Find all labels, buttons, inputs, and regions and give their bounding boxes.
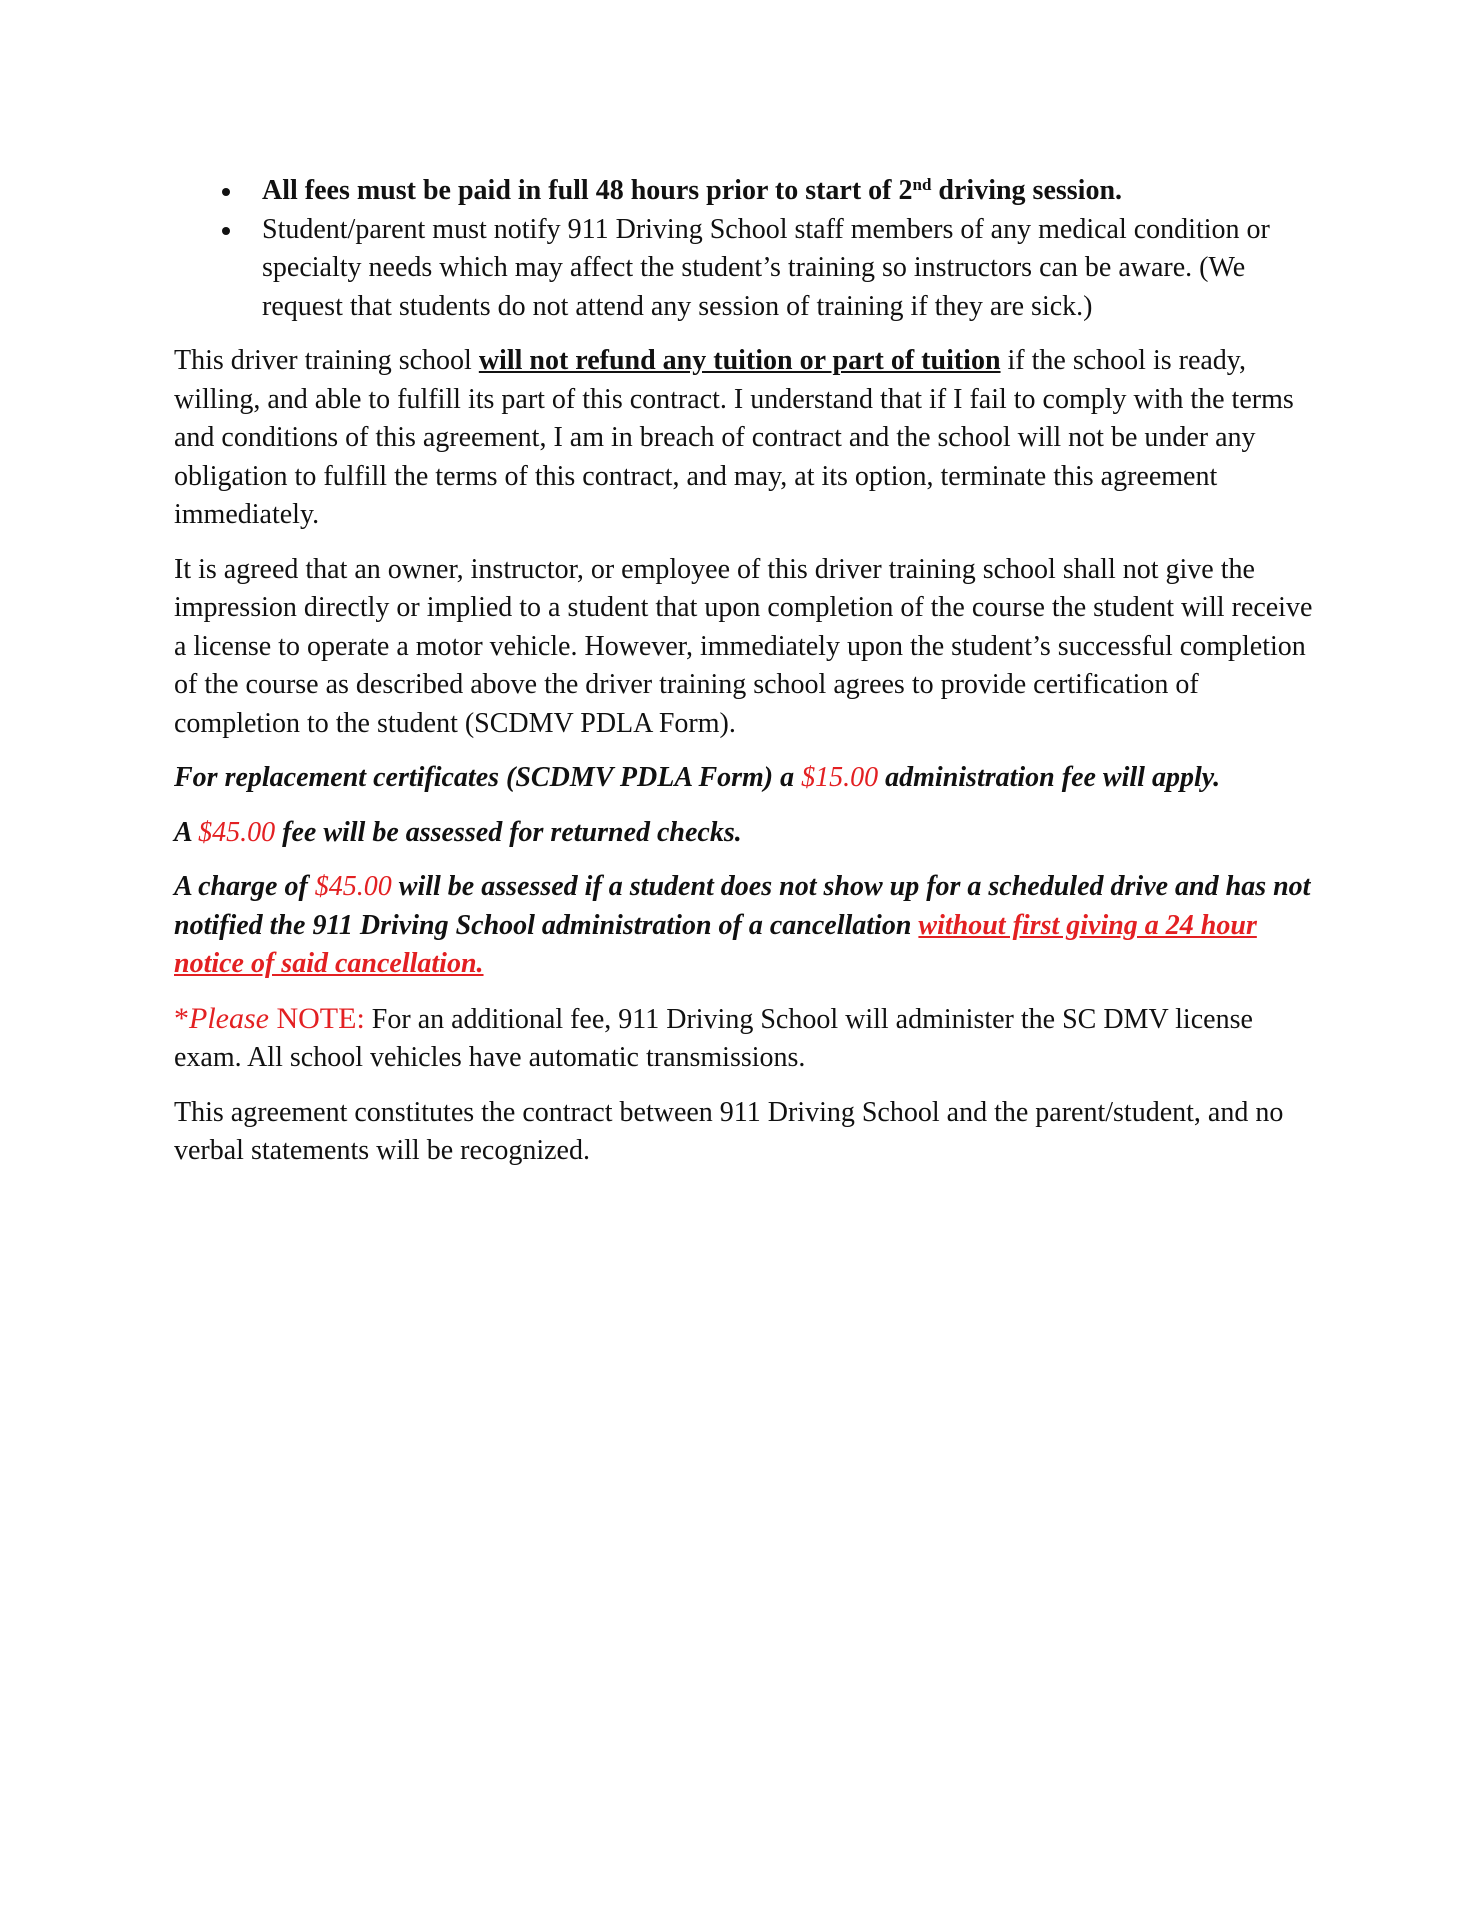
replacement-fee-paragraph: For replacement certificates (SCDMV PDLA Form) a $15.00 administration fee will apply. <box>174 762 1221 793</box>
returned-check-fee-paragraph: A $45.00 fee will be assessed for returned checks. <box>174 816 742 848</box>
returned-check-fee-amount: $45.00 <box>198 816 276 848</box>
note-please-label: Please <box>189 1001 269 1035</box>
license-exam-note-paragraph: *Please NOTE: For an additional fee, 911 Driving School will administer the SC DMV license exam. All school vehicles have automatic transmissions. <box>174 1001 1253 1073</box>
no-show-fee-amount: $45.00 <box>314 871 392 902</box>
list-item <box>174 211 1314 327</box>
note-label: NOTE: <box>268 1001 365 1035</box>
no-refund-emphasis: will not refund any tuition or part of tuition <box>478 345 1001 376</box>
agreement-paragraph: This agreement constitutes the contract between 911 Driving School and the parent/student, and no verbal statements will be recognized. <box>174 1096 1284 1166</box>
fee-requirements-list <box>174 172 1314 326</box>
note-asterisk: * <box>174 1001 189 1035</box>
fees-paid-notice: All fees must be paid in full 48 hours prior to start of 2nd driving session. <box>262 175 1123 206</box>
bullet-dot-icon <box>222 227 230 235</box>
replacement-fee-amount: $15.00 <box>801 762 879 793</box>
medical-condition-notice: Student/parent must notify 911 Driving School staff members of any medical condition or specialty needs which may affect the student’s training so instructors can be aware. (We request that students do not attend any session of training if they are sick.) <box>262 213 1270 322</box>
license-disclaimer-paragraph: It is agreed that an owner, instructor, or employee of this driver training school shall not give the impression directly or implied to a student that upon completion of the course the student will receive a license to operate a motor vehicle. However, immediately upon the student’s successful completion of the course as described above the driver training school agrees to provide certification of completion to the student (SCDMV PDLA Form). <box>174 553 1313 739</box>
list-item <box>174 172 1314 211</box>
bullet-dot-icon <box>222 188 230 196</box>
refund-policy-paragraph: This driver training school will not refund any tuition or part of tuition if the school is ready, willing, and able to fulfill its part of this contract. I understand that if I fail to comply with the terms and conditions of this agreement, I am in breach of contract and the school will not be under any obligation to fulfill the terms of this contract, and may, at its option, terminate this agreement immediately. <box>174 345 1294 530</box>
cancellation-notice-requirement: without first giving a 24 hour notice of said cancellation. <box>174 909 1257 979</box>
no-show-fee-paragraph: A charge of $45.00 will be assessed if a student does not show up for a scheduled drive and has not notified the 911 Driving School administration of a cancellation without first giving a 24 hour notice of said cancellation. <box>174 871 1311 979</box>
